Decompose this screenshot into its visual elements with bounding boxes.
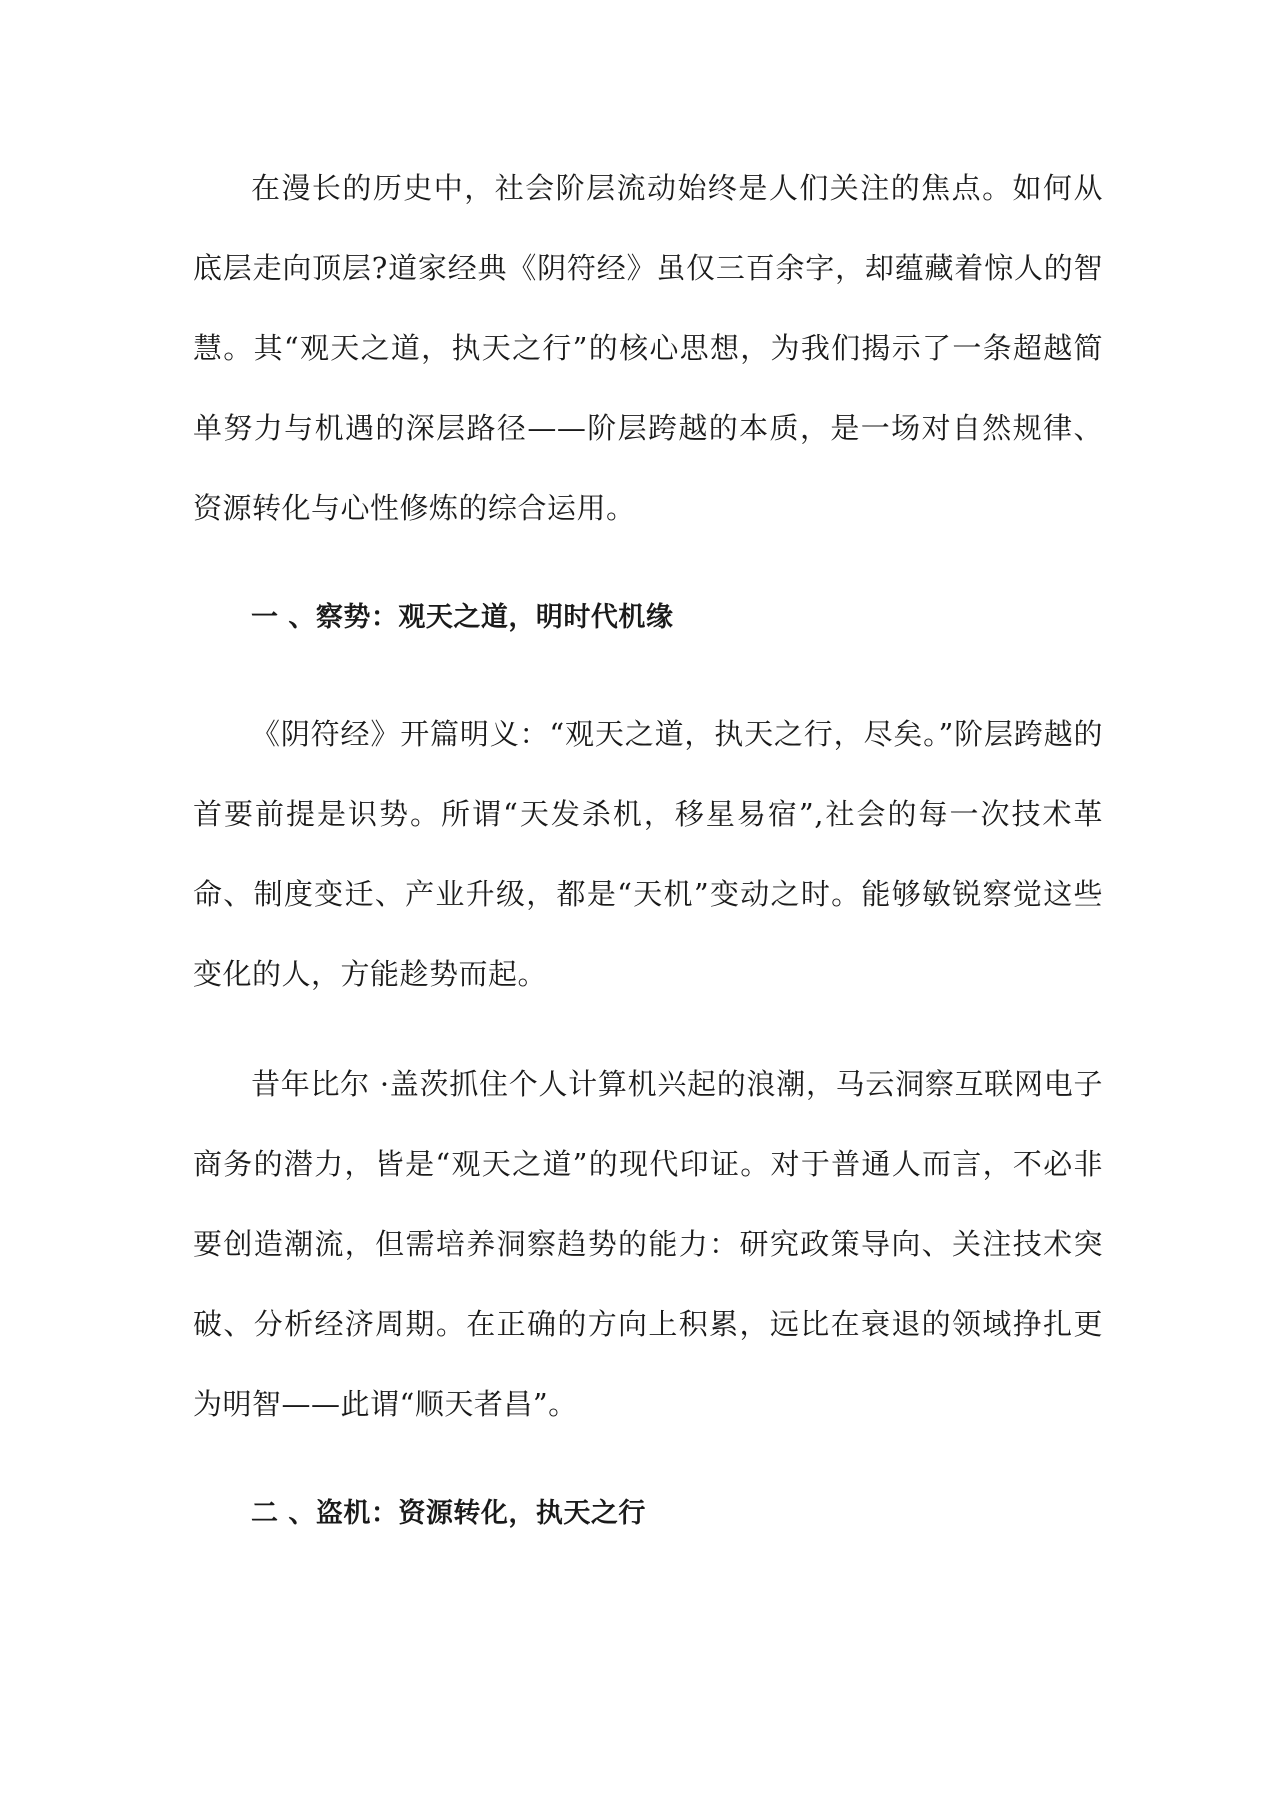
section-1-paragraph-1: 《阴符经》开篇明义：“观天之道，执天之行，尽矣。”阶层跨越的首要前提是识势。所谓“天发杀机，移星易宿”,社会的每一次技术革命、制度变迁、产业升级，都是“天机”变动之时。能够敏锐察觉这些变化的人，方能趁势而起。 xyxy=(193,717,1103,991)
document-body xyxy=(193,148,1103,1590)
intro-paragraph: 在漫长的历史中，社会阶层流动始终是人们关注的焦点。如何从底层走向顶层?道家经典《阴符经》虽仅三百余字，却蕴藏着惊人的智慧。其“观天之道，执天之行”的核心思想，为我们揭示了一条超越简单努力与机遇的深层路径——阶层跨越的本质，是一场对自然规律、资源转化与心性修炼的综合运用。 xyxy=(193,171,1103,525)
section-1-paragraph-2: 昔年比尔 ·盖茨抓住个人计算机兴起的浪潮，马云洞察互联网电子商务的潜力，皆是“观天之道”的现代印证。对于普通人而言，不必非要创造潮流，但需培养洞察趋势的能力：研究政策导向、关注技术突破、分析经济周期。在正确的方向上积累，远比在衰退的领域挣扎更为明智——此谓“顺天者昌”。 xyxy=(193,1067,1103,1421)
section-heading-2: 二 、盗机：资源转化，执天之行 xyxy=(251,1498,646,1529)
section-heading-1: 一 、察势：观天之道，明时代机缘 xyxy=(251,602,674,633)
